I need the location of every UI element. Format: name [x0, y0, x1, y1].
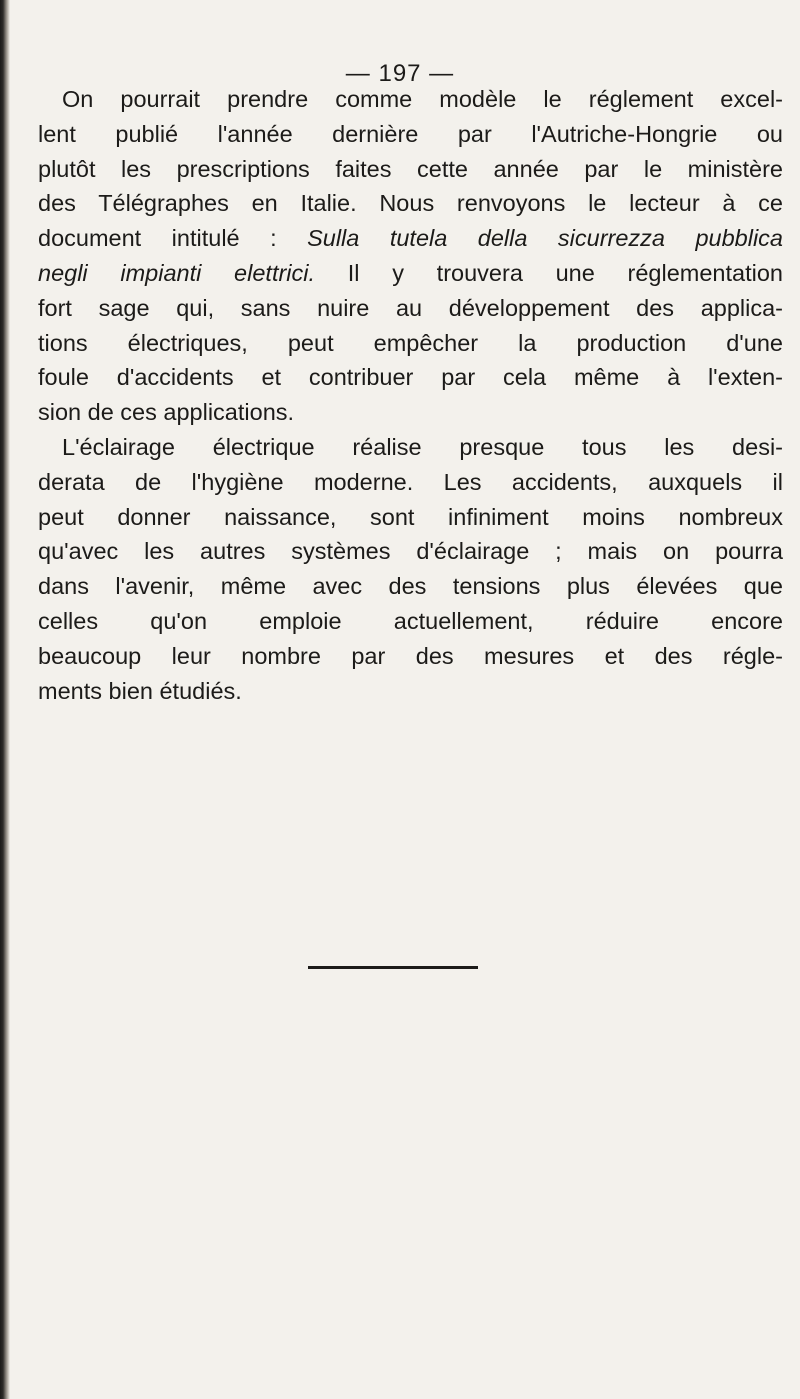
text-line: foule d'accidents et contribuer par cela même à l'exten- — [38, 364, 783, 391]
text-line: sion de ces applications. — [38, 399, 295, 426]
text-line: lent publié l'année dernière par l'Autriche-Hongrie ou — [38, 120, 783, 147]
document-title-part-1: Sulla tutela della sicurrezza pubblica — [307, 225, 784, 252]
text-line: negli impianti elettrici. Il y trouvera une réglementation — [38, 259, 783, 286]
text-line: L'éclairage électrique réalise presque tous les desi- — [62, 433, 783, 460]
text-line: peut donner naissance, sont infiniment moins nombreux — [38, 503, 783, 530]
text-line: celles qu'on emploie actuellement, réduire encore — [38, 607, 783, 634]
text-line: derata de l'hygiène moderne. Les accidents, auxquels il — [38, 468, 783, 495]
text-line: des Télégraphes en Italie. Nous renvoyons le lecteur à ce — [38, 190, 783, 217]
text-line: document intitulé : Sulla tutela della sicurrezza pubblica — [38, 225, 784, 252]
text-line: fort sage qui, sans nuire au développement des applica- — [38, 294, 783, 321]
text-line: tions électriques, peut empêcher la production d'une — [38, 329, 783, 356]
paragraph-2 — [38, 430, 783, 708]
body-text — [38, 82, 783, 708]
text-line: beaucoup leur nombre par des mesures et des régle- — [38, 642, 783, 669]
page-number: — 197 — — [345, 60, 455, 87]
section-divider-rule — [308, 966, 478, 969]
text-line: ments bien étudiés. — [38, 677, 242, 704]
page-binding-edge — [0, 0, 10, 1399]
paragraph-1 — [38, 82, 783, 430]
text-line: qu'avec les autres systèmes d'éclairage ; mais on pourra — [38, 538, 783, 565]
text-line: plutôt les prescriptions faites cette année par le ministère — [38, 155, 783, 182]
text-line: dans l'avenir, même avec des tensions plus élevées que — [38, 573, 783, 600]
document-title-part-2: negli impianti elettrici. — [38, 259, 316, 286]
text-line: On pourrait prendre comme modèle le réglement excel- — [62, 86, 783, 112]
